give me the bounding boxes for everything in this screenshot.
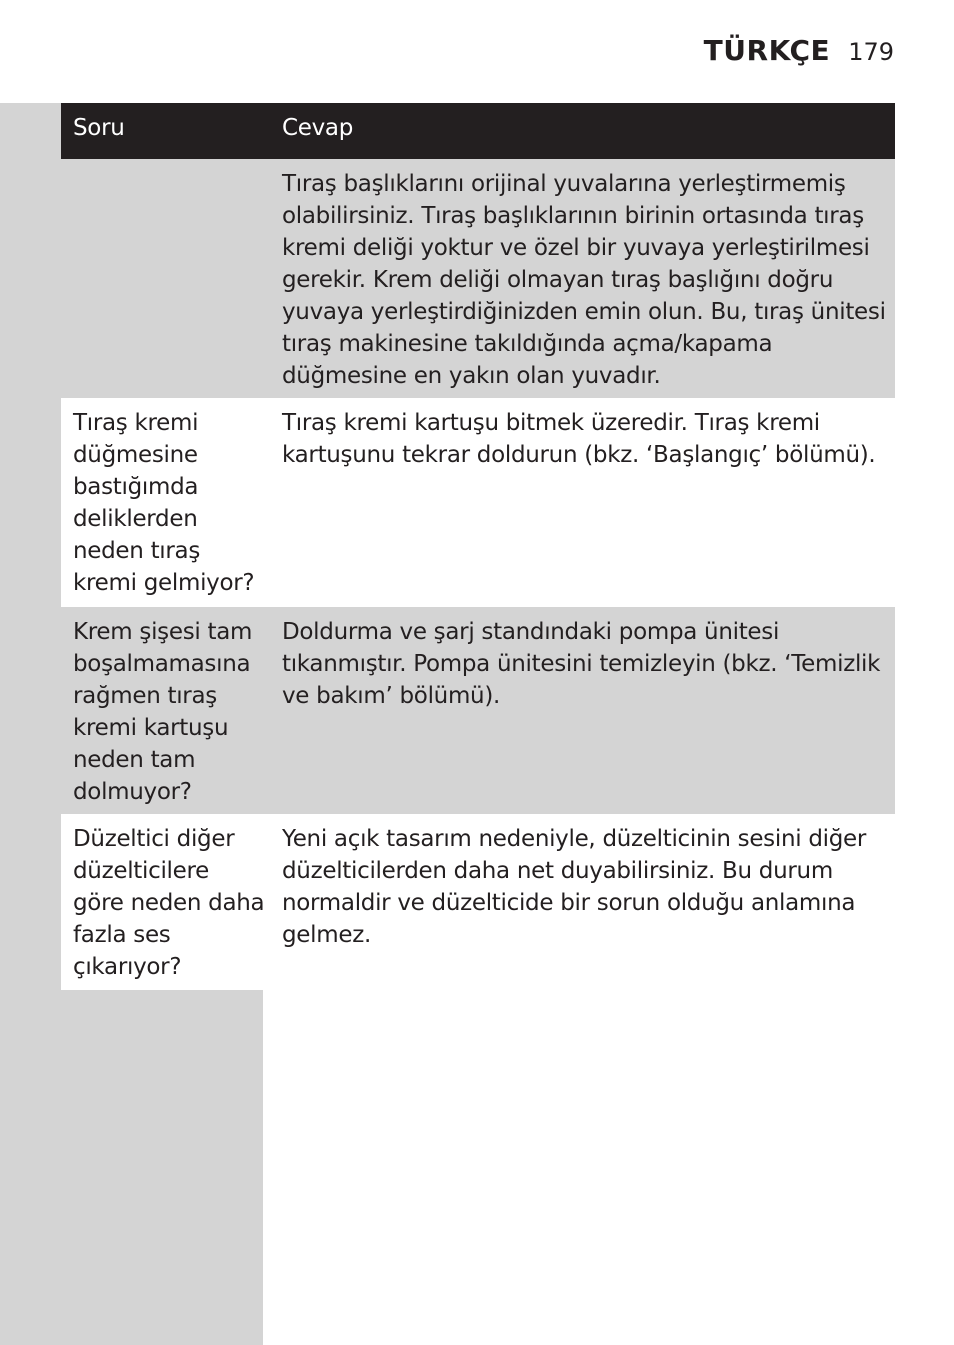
table-row xyxy=(61,607,895,814)
page-header xyxy=(704,34,894,67)
table-row xyxy=(61,814,895,990)
table-header-row xyxy=(61,103,895,159)
question-cell: Tıraş kremi düğmesine bastığımda deliklerden neden tıraş kremi gelmiyor? xyxy=(73,410,255,596)
table-row xyxy=(61,159,895,398)
question-cell: Krem şişesi tam boşalmamasına rağmen tıraş kremi kartuşu neden tam dolmuyor? xyxy=(73,619,253,805)
answer-cell: Doldurma ve şarj standındaki pompa ünitesi tıkanmıştır. Pompa ünitesini temizleyin (bkz. ‘Temizlik ve bakım’ bölümü). xyxy=(282,619,881,709)
table-row xyxy=(61,398,895,607)
question-cell: Düzeltici diğer düzelticilere göre neden daha fazla ses çıkarıyor? xyxy=(73,826,265,980)
language-title: TÜRKÇE xyxy=(703,34,831,67)
answer-cell: Tıraş kremi kartuşu bitmek üzeredir. Tıraş kremi kartuşunu tekrar doldurun (bkz. ‘Başlangıç’ bölümü). xyxy=(282,410,876,468)
question-cell xyxy=(61,168,270,398)
faq-table xyxy=(61,103,895,990)
column-header-question: Soru xyxy=(73,115,125,141)
answer-cell: Yeni açık tasarım nedeniyle, düzelticinin sesini diğer düzelticilerden daha net duyabilirsiniz. Bu durum normaldir ve düzelticide bir sorun olduğu anlamına gelmez. xyxy=(282,826,867,948)
column-header-answer: Cevap xyxy=(282,115,354,141)
page-number: 179 xyxy=(848,38,894,66)
answer-cell: Tıraş başlıklarını orijinal yuvalarına yerleştirmemiş olabilirsiniz. Tıraş başlıklarının birinin ortasında tıraş kremi deliği yoktur ve özel bir yuvaya yerleştirilmesi gerekir. Krem deliği olmayan tıraş başlığını doğru yuvaya yerleştirdiğinizden emin olun. Bu, tıraş ünitesi tıraş makinesine takıldığında açma/kapama düğmesine en yakın olan yuvadır. xyxy=(282,171,886,389)
